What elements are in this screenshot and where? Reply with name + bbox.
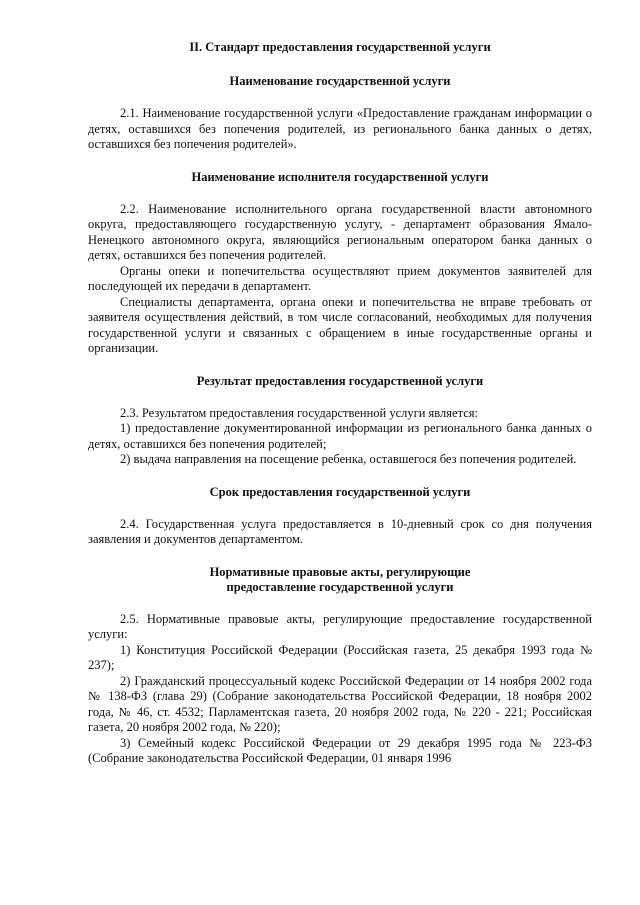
section-heading-legal-acts (88, 565, 592, 595)
section-heading-service-name: Наименование государственной услуги (229, 74, 451, 88)
paragraph-2-5: 2.5. Нормативные правовые акты, регулирующие предоставление государственной услуги: (88, 611, 592, 641)
section-heading-executor: Наименование исполнителя государственной услуги (191, 169, 489, 184)
section-heading-legal-acts-line2: предоставление государственной услуги (226, 579, 454, 594)
document-title: II. Стандарт предоставления государственной услуги (189, 40, 491, 54)
paragraph-2-4: 2.4. Государственная услуга предоставляется в 10-дневный срок со дня получения заявления и документов департаментом. (88, 516, 592, 546)
paragraph-2-1: 2.1. Наименование государственной услуги «Предоставление гражданам информации о детях, оставшихся без попечения родителей, из регионального банка данных о детях, оставшихся без попечения родителей». (88, 106, 592, 151)
section-heading-legal-acts-line1: Нормативные правовые акты, регулирующие (209, 564, 471, 579)
document-page (88, 36, 592, 767)
paragraph-2-2: 2.2. Наименование исполнительного органа государственной власти автономного округа, предоставляющего государственную услугу, - департамент образования Ямало-Ненецкого автономного округа, являющийся региональным оператором банка данных о детях, оставшихся без попечения родителей. (88, 201, 592, 262)
list-item-family-code: 3) Семейный кодекс Российской Федерации от 29 декабря 1995 года № 223-ФЗ (Собрание законодательства Российской Федерации, 01 января 1996 (88, 735, 592, 765)
paragraph-guardianship-bodies: Органы опеки и попечительства осуществляют прием документов заявителей для последующей их передачи в департамент. (88, 263, 592, 293)
section-heading-result: Результат предоставления государственной услуги (196, 373, 484, 388)
section-heading-term: Срок предоставления государственной услуги (209, 484, 471, 499)
list-item-2: 2) выдача направления на посещение ребенка, оставшегося без попечения родителей. (120, 452, 577, 466)
paragraph-2-3: 2.3. Результатом предоставления государственной услуги является: (120, 405, 478, 420)
list-item-civil-procedure-code: 2) Гражданский процессуальный кодекс Российской Федерации от 14 ноября 2002 года № 138-ФЗ (глава 29) (Собрание законодательства Российской Федерации, 18 ноября 2002 года, № 46, ст. 4532; Парламентская газета, 20 ноября 2002 года, № 220 - 221; Российская газета, 20 ноября 2002 года, № 220); (88, 673, 592, 734)
paragraph-specialists: Специалисты департамента, органа опеки и попечительства не вправе требовать от заявителя осуществления действий, в том числе согласований, необходимых для получения государственной услуги и связанных с обращением в иные государственные органы и организации. (88, 294, 592, 355)
list-item-constitution: 1) Конституция Российской Федерации (Российская газета, 25 декабря 1993 года № 237); (88, 642, 592, 672)
list-item-1: 1) предоставление документированной информации из регионального банка данных о детях, оставшихся без попечения родителей; (88, 421, 592, 451)
